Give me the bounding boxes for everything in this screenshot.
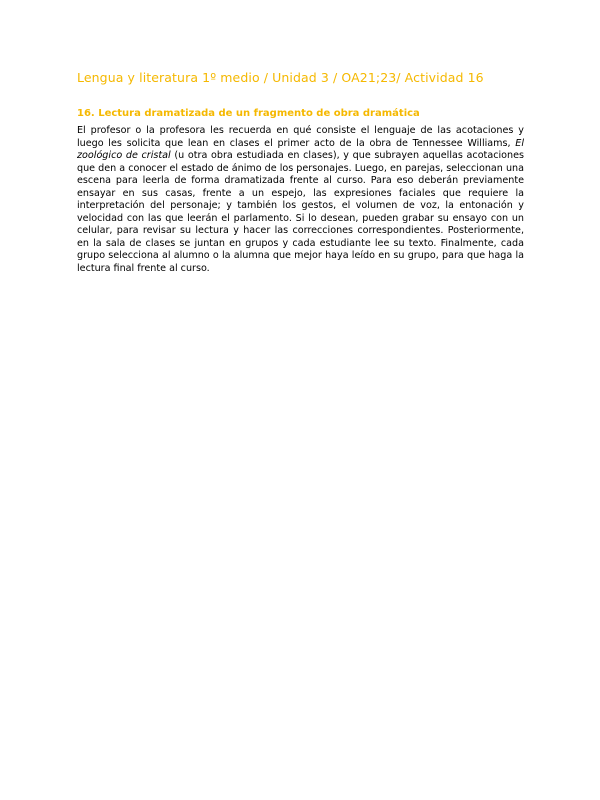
paragraph-text-end: (u otra obra estudiada en clases), y que subrayen aquellas acotaciones que den a conocer el estado de ánimo de los personajes. Luego, en parejas, seleccionan una escena para leerla de forma dramatizada frente al curso. Para eso deberán previamente ensayar en sus casas, frente a un espejo, las expresiones faciales que requiere la interpretación del personaje; y también los gestos, el volumen de voz, la entonación y velocidad con las que leerán el parlamento. Si lo desean, pueden grabar su ensayo con un celular, para revisar su lectura y hacer las correcciones correspondientes. Posteriormente, en la sala de clases se juntan en grupos y cada estudiante lee su texto. Finalmente, cada grupo selecciona al alumno o la alumna que mejor haya leído en su grupo, para que haga la lectura final frente al curso. <box>77 150 524 274</box>
activity-paragraph <box>77 125 524 275</box>
work-title: El zoológico de cristal <box>77 137 524 161</box>
activity-title: 16. Lectura dramatizada de un fragmento de obra dramática <box>77 108 420 119</box>
paragraph-text-start: El profesor o la profesora les recuerda en qué consiste el lenguaje de las acotaciones y luego les solicita que lean en clases el primer acto de la obra de Tennessee Williams, <box>77 125 524 149</box>
document-header: Lengua y literatura 1º medio / Unidad 3 / OA21;23/ Actividad 16 <box>77 70 484 85</box>
